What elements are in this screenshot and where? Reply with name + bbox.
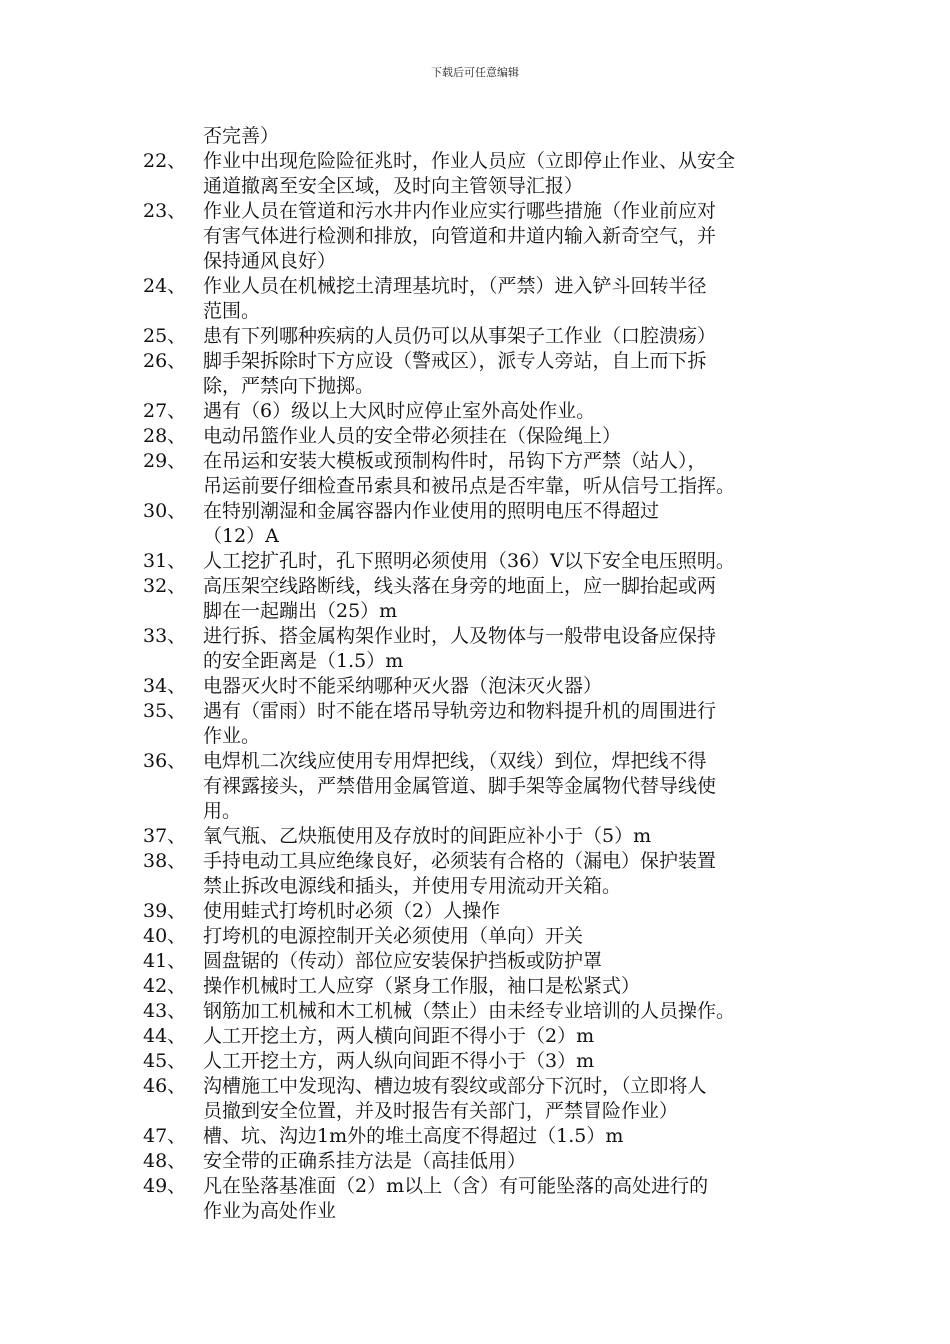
list-item	[0, 699, 950, 749]
item-text	[203, 199, 823, 274]
item-number: 45、	[143, 1050, 187, 1072]
item-text-line: 用。	[203, 800, 242, 822]
item-text-line: 手持电动工具应绝缘良好，必须装有合格的（漏电）保护装置	[203, 850, 717, 872]
list-item	[0, 999, 950, 1024]
item-text-line: 操作机械时工人应穿（紧身工作服，袖口是松紧式）	[203, 975, 641, 997]
item-text-line: 否完善）	[203, 125, 280, 147]
item-text	[203, 899, 823, 924]
list-item	[0, 424, 950, 449]
item-text	[203, 674, 823, 699]
item-number: 43、	[143, 1000, 187, 1022]
list-item	[0, 624, 950, 674]
list-item	[0, 824, 950, 849]
item-text	[203, 749, 823, 824]
item-text	[203, 149, 823, 199]
item-number: 47、	[143, 1125, 187, 1147]
item-number: 36、	[143, 750, 187, 772]
item-number: 24、	[143, 275, 187, 297]
item-number: 30、	[143, 500, 187, 522]
list-item	[0, 749, 950, 824]
list-item	[0, 674, 950, 699]
item-number: 25、	[143, 325, 187, 347]
item-number: 38、	[143, 850, 187, 872]
item-text	[203, 1124, 823, 1149]
item-text-line: 的安全距离是（1.5）m	[203, 650, 404, 672]
list-item	[0, 1174, 950, 1224]
item-text-line: 作业人员在机械挖土清理基坑时，（严禁）进入铲斗回转半径	[203, 275, 707, 297]
item-text-line: 高压架空线路断线，线头落在身旁的地面上，应一脚抬起或两	[203, 575, 717, 597]
item-text	[203, 824, 823, 849]
list-item	[0, 399, 950, 424]
item-text	[203, 1149, 823, 1174]
item-text-line: 保持通风良好）	[203, 250, 337, 272]
list-item	[0, 849, 950, 899]
item-text-line: 脚手架拆除时下方应设（警戒区），派专人旁站，自上而下拆	[203, 350, 707, 372]
list-item	[0, 124, 950, 149]
item-text-line: 槽、坑、沟边1m外的堆土高度不得超过（1.5）m	[203, 1125, 624, 1147]
list-item	[0, 449, 950, 499]
item-text	[203, 349, 823, 399]
item-text-line: 凡在坠落基准面（2）m以上（含）有可能坠落的高处进行的	[203, 1175, 709, 1197]
list-item	[0, 949, 950, 974]
item-text-line: 作业为高处作业	[203, 1200, 337, 1222]
item-text	[203, 1074, 823, 1124]
item-text	[203, 999, 823, 1024]
item-text-line: 作业。	[203, 725, 261, 747]
item-number: 26、	[143, 350, 187, 372]
item-number: 32、	[143, 575, 187, 597]
item-number: 40、	[143, 925, 187, 947]
item-text-line: 人工开挖土方，两人纵向间距不得小于（3）m	[203, 1050, 595, 1072]
list-item	[0, 1124, 950, 1149]
item-text-line: 安全带的正确系挂方法是（高挂低用）	[203, 1150, 527, 1172]
item-text-line: 脚在一起蹦出（25）m	[203, 600, 398, 622]
item-text-line: 进行拆、搭金属构架作业时，人及物体与一般带电设备应保持	[203, 625, 717, 647]
item-text-line: 员撤到安全位置，并及时报告有关部门，严禁冒险作业）	[203, 1100, 679, 1122]
item-text	[203, 424, 823, 449]
item-text-line: 禁止拆改电源线和插头，并使用专用流动开关箱。	[203, 875, 622, 897]
list-item	[0, 924, 950, 949]
item-number: 31、	[143, 550, 187, 572]
item-number: 44、	[143, 1025, 187, 1047]
item-text-line: 遇有（6）级以上大风时应停止室外高处作业。	[203, 400, 596, 422]
item-text-line: 打垮机的电源控制开关必须使用（单向）开关	[203, 925, 584, 947]
item-text-line: 沟槽施工中发现沟、槽边坡有裂纹或部分下沉时，（立即将人	[203, 1075, 707, 1097]
item-text-line: 使用蛙式打垮机时必须（2）人操作	[203, 900, 501, 922]
item-number: 49、	[143, 1175, 187, 1197]
item-number: 39、	[143, 900, 187, 922]
item-text-line: 在特别潮湿和金属容器内作业使用的照明电压不得超过	[203, 500, 660, 522]
item-text-line: 作业中出现危险险征兆时，作业人员应（立即停止作业、从安全	[203, 150, 736, 172]
list-item	[0, 199, 950, 274]
list-item	[0, 549, 950, 574]
item-text	[203, 399, 823, 424]
list-item	[0, 899, 950, 924]
item-text-line: 在吊运和安装大模板或预制构件时，吊钩下方严禁（站人），	[203, 450, 707, 472]
item-text-line: 有裸露接头，严禁借用金属管道、脚手架等金属物代替导线使	[203, 775, 717, 797]
list-item	[0, 1149, 950, 1174]
item-text-line: 有害气体进行检测和排放，向管道和井道内输入新奇空气，并	[203, 225, 717, 247]
item-text-line: 钢筋加工机械和木工机械（禁止）由未经专业培训的人员操作。	[203, 1000, 736, 1022]
item-number: 23、	[143, 200, 187, 222]
item-text-line: （12）A	[203, 525, 279, 547]
item-text-line: 范围。	[203, 300, 261, 322]
item-number: 27、	[143, 400, 187, 422]
item-text-line: 电动吊篮作业人员的安全带必须挂在（保险绳上）	[203, 425, 622, 447]
item-number: 34、	[143, 675, 187, 697]
item-number: 33、	[143, 625, 187, 647]
item-number: 35、	[143, 700, 187, 722]
item-number: 41、	[143, 950, 187, 972]
page-header: 下载后可任意编辑	[431, 66, 519, 79]
item-text-line: 遇有（雷雨）时不能在塔吊导轨旁边和物料提升机的周围进行	[203, 700, 717, 722]
item-text	[203, 324, 823, 349]
list-item	[0, 974, 950, 999]
item-text	[203, 124, 823, 149]
item-text-line: 患有下列哪种疾病的人员仍可以从事架子工作业（口腔溃疡）	[203, 325, 717, 347]
item-text-line: 人工开挖土方，两人横向间距不得小于（2）m	[203, 1025, 595, 1047]
list-item	[0, 574, 950, 624]
item-text-line: 圆盘锯的（传动）部位应安装保护挡板或防护罩	[203, 950, 603, 972]
item-text-line: 人工挖扩孔时，孔下照明必须使用（36）V以下安全电压照明。	[203, 550, 735, 572]
item-text	[203, 574, 823, 624]
list-item	[0, 349, 950, 399]
item-number: 42、	[143, 975, 187, 997]
list-item	[0, 1024, 950, 1049]
item-text	[203, 699, 823, 749]
item-number: 46、	[143, 1075, 187, 1097]
item-text	[203, 849, 823, 899]
item-text	[203, 549, 823, 574]
item-text	[203, 949, 823, 974]
list-item	[0, 1074, 950, 1124]
item-text-line: 电焊机二次线应使用专用焊把线，（双线）到位，焊把线不得	[203, 750, 707, 772]
item-text	[203, 499, 823, 549]
list-item	[0, 274, 950, 324]
item-text	[203, 624, 823, 674]
item-text	[203, 1174, 823, 1224]
item-text	[203, 974, 823, 999]
item-text	[203, 924, 823, 949]
question-list	[0, 124, 950, 1224]
item-text-line: 电器灭火时不能采纳哪种灭火器（泡沫灭火器）	[203, 675, 603, 697]
item-text	[203, 1024, 823, 1049]
item-number: 22、	[143, 150, 187, 172]
item-number: 29、	[143, 450, 187, 472]
list-item	[0, 499, 950, 549]
item-number: 48、	[143, 1150, 187, 1172]
item-text	[203, 1049, 823, 1074]
list-item	[0, 149, 950, 199]
item-text-line: 作业人员在管道和污水井内作业应实行哪些措施（作业前应对	[203, 200, 717, 222]
item-number: 28、	[143, 425, 187, 447]
item-text-line: 氧气瓶、乙炔瓶使用及存放时的间距应补小于（5）m	[203, 825, 652, 847]
list-item	[0, 1049, 950, 1074]
item-text	[203, 274, 823, 324]
list-item	[0, 324, 950, 349]
item-text-line: 除，严禁向下抛掷。	[203, 375, 375, 397]
item-text	[203, 449, 823, 499]
item-text-line: 通道撤离至安全区域，及时向主管领导汇报）	[203, 175, 584, 197]
item-text-line: 吊运前要仔细检查吊索具和被吊点是否牢靠，听从信号工指挥。	[203, 475, 736, 497]
item-number: 37、	[143, 825, 187, 847]
